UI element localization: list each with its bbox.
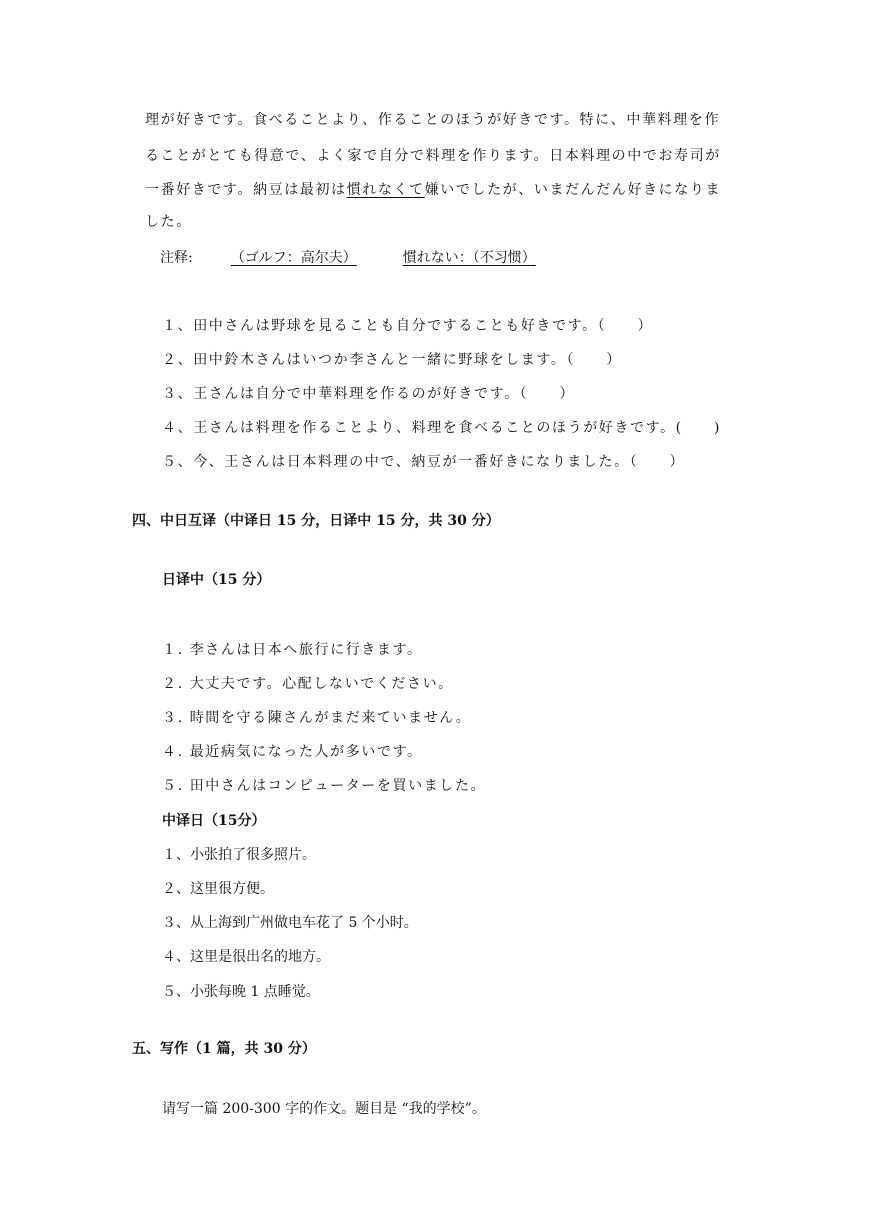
ja-to-zh-item-5: ５. 田中さんはコンピューターを買いました。	[162, 778, 487, 794]
zh-to-ja-title: 中译日（15分）	[162, 813, 266, 829]
writing-prompt: 请写一篇 200-300 字的作文。题目是 “我的学校”。	[162, 1101, 486, 1117]
zh-to-ja-item-3: ３、从上海到广州做电车花了 5 个小时。	[162, 915, 418, 931]
ja-to-zh-item-2: ２. 大丈夫です。心配しないでください。	[162, 676, 454, 692]
ja-to-zh-title: 日译中（15 分）	[162, 572, 271, 588]
zh-to-ja-item-1: １、小张拍了很多照片。	[162, 847, 316, 863]
zh-to-ja-item-2: ２、这里很方便。	[162, 881, 274, 897]
ja-to-zh-item-4: ４. 最近病気になった人が多いです。	[162, 744, 423, 760]
passage-line-2: ることがとても得意で、よく家で自分で料理を作ります。日本料理の中でお寿司が	[145, 148, 721, 164]
underlined-vocab: 慣れなくて	[346, 182, 425, 198]
passage-line-3	[145, 180, 745, 200]
passage-line-1: 理が好きです。食べることより、作ることのほうが好きです。特に、中華料理を作	[145, 112, 720, 128]
zh-to-ja-item-4: ４、这里是很出名的地方。	[162, 949, 330, 965]
passage-line-4: した。	[145, 214, 192, 230]
passage-line-3-end: 嫌いでしたが、いまだんだん好きになりま	[424, 182, 722, 198]
zh-to-ja-item-5: ５、小张每晚 1 点睡觉。	[162, 984, 320, 1000]
tf-question-1: １、田中さんは野球を見ることも自分ですることも好きです。（ ）	[162, 318, 654, 334]
passage-line-3-start: 一番好きです。納豆は最初は	[145, 182, 347, 198]
ja-to-zh-item-1: １. 李さんは日本へ旅行に行きます。	[162, 642, 423, 658]
tf-question-3: ３、王さんは自分で中華料理を作るのが好きです。（ ）	[162, 386, 576, 402]
note-golf: （ゴルフ：高尔夫）	[230, 250, 357, 266]
ja-to-zh-item-3: ３. 時間を守る陳さんがまだ来ていません。	[162, 710, 472, 726]
section-4-title: 四、中日互译（中译日 15 分，日译中 15 分，共 30 分）	[132, 513, 500, 529]
notes-label: 注释:	[160, 250, 193, 266]
tf-question-4: ４、王さんは料理を作ることより、料理を食べることのほうが好きです。( )	[162, 420, 722, 436]
note-narenai-gloss: ：（不习惯）	[458, 250, 536, 266]
vocab-notes	[160, 248, 536, 268]
section-5-title: 五、写作（1 篇，共 30 分）	[132, 1041, 316, 1057]
tf-question-5: ５、今、王さんは日本料理の中で、納豆が一番好きになりました。（ ）	[162, 454, 686, 470]
note-narenai-word: 慣れない	[402, 250, 459, 266]
tf-question-2: ２、田中鈴木さんはいつか李さんと一緒に野球をします。（ ）	[162, 352, 622, 368]
